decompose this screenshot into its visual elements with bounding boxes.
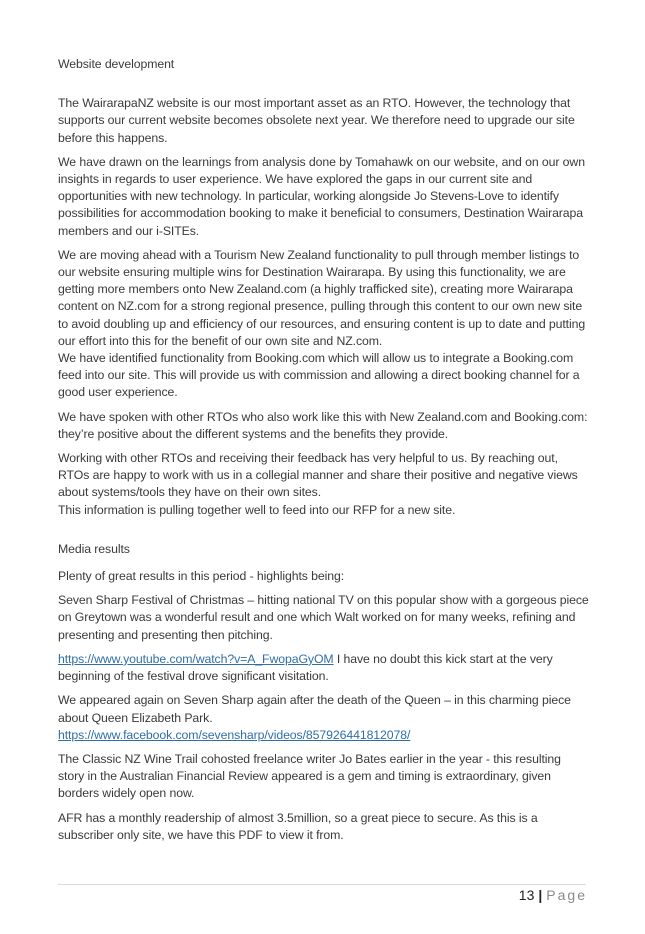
paragraph: We have identified functionality from Booking.com which will allow us to integrate a Booking.com feed into our site. This will provide us with commission and allowing a direct booking channel for a good user experience. <box>58 351 580 400</box>
facebook-link[interactable]: https://www.facebook.com/sevensharp/videos/857926441812078/ <box>58 727 411 742</box>
paragraph: The Classic NZ Wine Trail cohosted freelance writer Jo Bates earlier in the year - this resulting story in the Australian Financial Review appeared is a gem and timing is extraordinary, given borders widely open now. <box>58 751 561 801</box>
paragraph: Plenty of great results in this period - highlights being: <box>58 569 345 584</box>
paragraph-text: We appeared again on Seven Sharp again after the death of the Queen – in this charming piece about Queen Elizabeth Park. <box>58 693 571 725</box>
paragraph: AFR has a monthly readership of almost 3.5million, so a great piece to secure. As this is a subscriber only site, we have this PDF to view it from. <box>58 810 538 842</box>
paragraph: This information is pulling together well to feed into our RFP for a new site. <box>58 502 456 517</box>
youtube-link[interactable]: https://www.youtube.com/watch?v=A_FwopaGyOM <box>58 651 334 666</box>
footer-separator: | <box>538 887 543 903</box>
media-results-heading: Media results <box>58 541 130 556</box>
footer-divider <box>58 884 586 885</box>
paragraph: The WairarapaNZ website is our most important asset as an RTO. However, the technology that supports our current website becomes obsolete next year. We therefore need to upgrade our site before this happens. <box>58 96 575 145</box>
paragraph: Seven Sharp Festival of Christmas – hitting national TV on this popular show with a gorgeous piece on Greytown was a wonderful result and one which Walt worked on for many weeks, refining and presenting and presenting then pitching. <box>58 593 589 642</box>
paragraph: We are moving ahead with a Tourism New Zealand functionality to pull through member listings to our website ensuring multiple wins for Destination Wairarapa. By using this functionality, we are getting more members onto New Zealand.com (a highly trafficked site), creating more Wairarapa content on NZ.com for a strong regional presence, pulling through this content to our own new site to avoid doubling up and efficiency of our resources, and ensuring content is up to date and putting our effort into this for the benefit of our own site and NZ.com. <box>58 247 586 348</box>
page-label: Page <box>546 887 587 903</box>
paragraph: We have spoken with other RTOs who also work like this with New Zealand.com and Booking.com: they’re positive about the different systems and the benefits they provide. <box>58 409 588 441</box>
paragraph: We have drawn on the learnings from analysis done by Tomahawk on our website, and on our own insights in regards to user experience. We have explored the gaps in our current site and opportunities with new technology. In particular, working alongside Jo Stevens-Love to identify possibilities for accommodation booking to make it beneficial to consumers, Destination Wairarapa members and our i-SITEs. <box>58 154 585 238</box>
paragraph <box>58 651 590 685</box>
paragraph <box>58 692 590 744</box>
website-development-heading: Website development <box>58 57 175 71</box>
page-number: 13 <box>518 887 535 903</box>
page-footer <box>519 887 587 903</box>
document-page <box>58 56 590 851</box>
paragraph: Working with other RTOs and receiving their feedback has very helpful to us. By reaching out, RTOs are happy to work with us in a collegial manner and share their positive and negative views about systems/tools they have on their own sites. <box>58 451 578 500</box>
paragraph-text: I have no doubt this kick start at the very beginning of the festival drove significant visitation. <box>58 651 553 684</box>
